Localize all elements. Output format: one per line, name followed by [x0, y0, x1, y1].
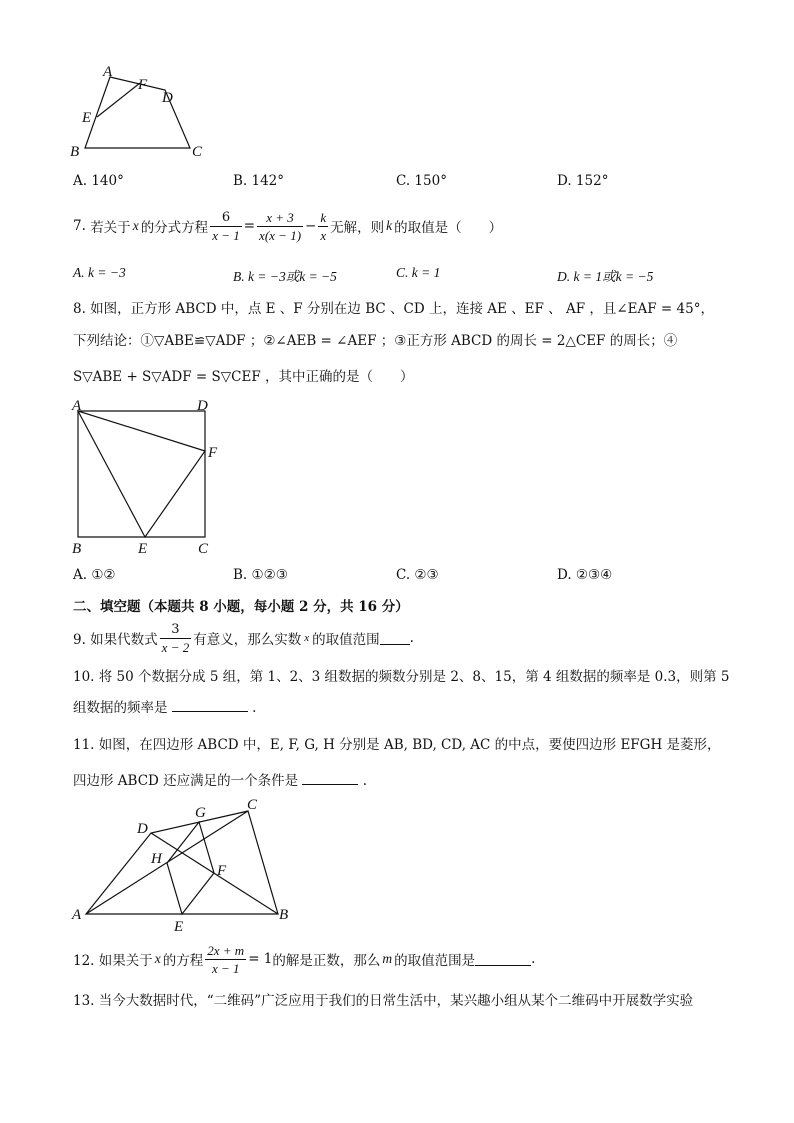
q7-text-d: 的取值是（ ） — [394, 220, 503, 236]
q7-fraction-3 — [318, 209, 328, 244]
q10-end: . — [252, 700, 257, 716]
q6-option-c: C. 150° — [396, 173, 447, 189]
q7-number: 7. — [73, 218, 86, 234]
q7-frac3-num: k — [320, 209, 327, 225]
q11-label-b: B — [279, 907, 289, 923]
q8-triangle-aef — [78, 411, 205, 537]
q11-label-c: C — [247, 797, 258, 813]
q12-frac-num: 2x + m — [207, 942, 245, 958]
q7-frac3-den: x — [320, 227, 327, 243]
q6-label-c: C — [192, 144, 203, 160]
q9-frac-num: 3 — [160, 621, 192, 639]
q6-figure — [60, 62, 220, 162]
q11-label-h: H — [151, 851, 162, 867]
q11-label-f: F — [217, 863, 227, 879]
q9-end: . — [409, 630, 414, 646]
q8-option-b: B. ①②③ — [233, 567, 288, 583]
q9-frac-den: x − 2 — [161, 639, 190, 655]
q6-option-a: A. 140° — [73, 173, 124, 189]
q12-end: . — [531, 951, 536, 967]
q8-label-b: B — [72, 541, 82, 557]
q10-answer-blank[interactable] — [172, 699, 248, 712]
q8-figure — [68, 395, 228, 560]
q8-label-f: F — [208, 445, 218, 461]
q8-label-d: D — [197, 398, 208, 414]
q6-label-e: E — [82, 110, 92, 126]
q9-question — [73, 618, 414, 658]
q11-figure — [68, 793, 298, 935]
q12-prefix: 12. 如果关于 — [73, 953, 153, 969]
q7-var-k: k — [386, 218, 393, 233]
q12-suffix: 的解是正数，那么 — [272, 953, 381, 969]
q12-var-x: x — [154, 951, 161, 966]
q7-frac1-den: x − 1 — [212, 227, 240, 243]
q8-label-a: A — [72, 398, 82, 414]
q9-answer-blank[interactable] — [380, 632, 410, 645]
q7-text-c: 无解，则 — [330, 220, 385, 236]
q8-line-2: 下列结论：①▽ABE≌▽ADF ；②∠AEB = ∠AEF ；③正方形 ABCD 的周长 = 2△CEF 的周长；④ — [73, 333, 678, 349]
q12-mid: 的方程 — [162, 953, 204, 969]
q6-option-b: B. 142° — [233, 173, 285, 189]
q8-line-3: S▽ABE + S▽ADF = S▽CEF ，其中正确的是（ ） — [73, 369, 414, 385]
q7-option-c: C. k = 1 — [396, 265, 441, 280]
q7-frac2-den: x(x − 1) — [259, 227, 302, 243]
q6-label-f: F — [138, 77, 148, 93]
q12-var-m: m — [382, 951, 393, 966]
q11-label-a: A — [72, 907, 82, 923]
q12-question — [73, 939, 535, 979]
q7-frac2-num: x + 3 — [257, 209, 303, 227]
q7-fraction-1 — [210, 209, 242, 244]
q11-label-d: D — [137, 821, 148, 837]
q11-line-2: 四边形 ABCD 还应满足的一个条件是 — [73, 773, 299, 789]
q8-square — [78, 411, 205, 537]
q11-line-1: 11. 如图，在四边形 ABCD 中，E, F, G, H 分别是 AB, BD, CD, AC 的中点，要使四边形 EFGH 是菱形， — [73, 737, 721, 753]
q7-fraction-2 — [257, 209, 303, 244]
q6-label-a: A — [103, 64, 113, 80]
q9-prefix: 9. 如果代数式 — [73, 632, 158, 648]
q8-option-d: D. ②③④ — [557, 567, 613, 583]
q12-frac-den: x − 1 — [211, 960, 240, 976]
q7-option-a: A. k = −3 — [73, 265, 126, 280]
q12-eq: = 1 — [248, 951, 273, 967]
q10-line-2-wrap — [73, 696, 256, 716]
q8-option-c: C. ②③ — [396, 567, 439, 583]
q8-option-a: A. ①② — [73, 567, 116, 583]
q7-eq: = — [243, 218, 256, 234]
q11-quadrilateral — [86, 811, 278, 914]
q8-label-e: E — [138, 541, 148, 557]
q6-label-d: D — [162, 90, 173, 106]
q6-label-b: B — [70, 144, 80, 160]
q7-option-b: B. k = −3或k = −5 — [233, 269, 337, 284]
q7-minus: − — [305, 218, 317, 234]
q7-text-b: 的分式方程 — [140, 220, 209, 236]
q11-label-e: E — [174, 919, 184, 935]
q9-suffix: 有意义，那么实数 — [193, 632, 302, 648]
q10-line-1: 10. 将 50 个数据分成 5 组，第 1、2、3 组数据的频数分别是 2、8、15，第 4 组数据的频率是 0.3，则第 5 — [73, 669, 730, 685]
q13-line-1: 13. 当今大数据时代，“二维码”广泛应用于我们的日常生活中，某兴趣小组从某个二维码中开展数学实验 — [73, 993, 694, 1009]
q7-question — [73, 208, 502, 244]
q9-tail: 的取值范围 — [312, 632, 380, 648]
q6-option-d: D. 152° — [557, 173, 609, 189]
q11-end: . — [362, 773, 368, 789]
q6-segment-ef — [97, 83, 140, 117]
q11-answer-blank[interactable] — [302, 772, 358, 785]
q10-line-2: 组数据的频率是 — [73, 700, 168, 716]
q7-option-d: D. k = 1或k = −5 — [557, 269, 654, 284]
q9-var-x: x — [304, 632, 310, 644]
q9-fraction — [160, 621, 192, 656]
q7-text-a: 若关于 — [90, 220, 131, 236]
q8-label-c: C — [198, 541, 209, 557]
q12-fraction — [205, 942, 246, 977]
q12-tail: 的取值范围是 — [394, 953, 476, 969]
section-2-title: 二、填空题（本题共 8 小题，每小题 2 分，共 16 分） — [73, 599, 409, 615]
q8-line-1: 8. 如图，正方形 ABCD 中，点 E 、F 分别在边 BC 、CD 上，连接 AE 、EF 、 AF ，且∠EAF = 45°， — [73, 301, 714, 317]
q11-line-2-wrap — [73, 769, 367, 789]
q7-var-x: x — [132, 218, 139, 233]
q12-answer-blank[interactable] — [475, 953, 531, 966]
q11-label-g: G — [195, 805, 206, 821]
q7-frac1-num: 6 — [210, 209, 242, 227]
